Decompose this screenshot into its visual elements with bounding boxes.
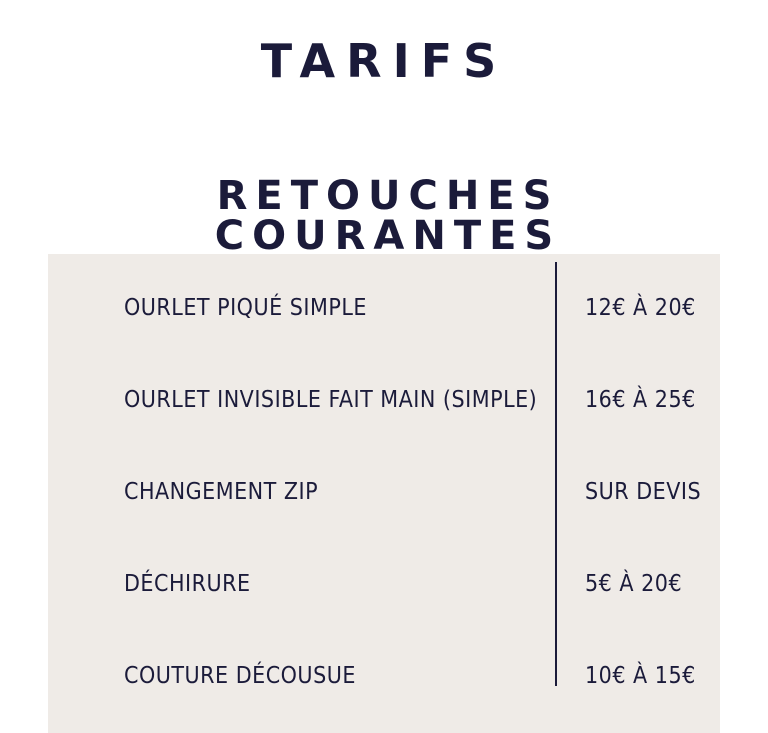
table-row bbox=[112, 262, 708, 354]
service-label: CHANGEMENT ZIP bbox=[124, 479, 319, 505]
page-title: TARIFS bbox=[260, 34, 508, 88]
table-row bbox=[112, 538, 708, 630]
service-label: OURLET INVISIBLE FAIT MAIN (SIMPLE) bbox=[124, 387, 538, 413]
table-row bbox=[112, 630, 708, 722]
service-price: SUR DEVIS bbox=[585, 479, 702, 505]
section-title: RETOUCHES COURANTES bbox=[214, 173, 562, 259]
service-label: DÉCHIRURE bbox=[124, 571, 251, 597]
price-table bbox=[112, 262, 708, 722]
service-label: COUTURE DÉCOUSUE bbox=[124, 663, 356, 689]
service-price: 16€ À 25€ bbox=[585, 387, 696, 413]
table-row bbox=[112, 354, 708, 446]
service-price: 12€ À 20€ bbox=[585, 295, 696, 321]
table-row bbox=[112, 446, 708, 538]
title-band bbox=[48, 0, 720, 259]
service-price: 10€ À 15€ bbox=[585, 663, 696, 689]
service-price: 5€ À 20€ bbox=[585, 571, 683, 597]
service-label: OURLET PIQUÉ SIMPLE bbox=[124, 295, 367, 321]
